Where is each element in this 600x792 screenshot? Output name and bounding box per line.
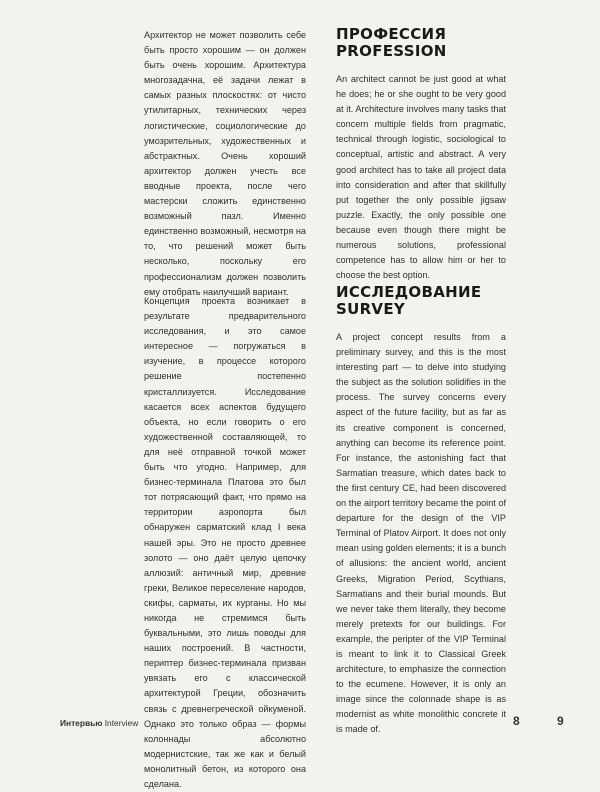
profession-text-en: An architect cannot be just good at what he does; he or she ought to be very good at it. Architecture involves many tasks that concern multiple fields from pragmatic, technical through logistic, sociological to conceptual, artistic and abstract. A very good architect has to take all project data into consideration and after that skillfully put together the only possible jigsaw puzzle. Exactly, the only possible one because even though there might be numerous solutions, professional competence has to allow him or her to choose the best option. — [336, 74, 506, 281]
profession-heading-en: PROFESSION — [336, 41, 447, 60]
profession-text-ru: Архитектор не может позволить себе быть просто хорошим — он должен быть очень хорошим. Архитектура многозадачна, её задачи лежат в самых разных плоскостях: от чисто утилитарных, технических через логистические, социологические до умозрительных, художественных и абстрактных. Очень хороший архитектор должен учесть все вводные проекта, после чего мастерски сложить единственно возможный пазл. Именно единственно возможный, несмотря на то, что решений может быть несколько, поскольку его профессионализм должен позволить ему отобрать наилучший вариант. — [144, 30, 306, 297]
profession-heading — [336, 26, 526, 59]
running-footer — [60, 718, 138, 728]
page-number-left: 8 — [513, 714, 520, 728]
page-number-right: 9 — [557, 714, 564, 728]
survey-text-ru: Концепция проекта возникает в результате предварительного исследования, и это самое интересное — погружаться в изучение, в процессе которого решение постепенно кристаллизуется. Исследование касается всех аспектов будущего объекта, но если говорить о его художественной составляющей, то для неё отправной точкой может быть что угодно. Например, для бизнес-терминала Платова это был тот потрясающий факт, что прямо на территории аэропорта был обнаружен сарматский клад I века нашей эры. Это не просто древнее золото — оно даёт целую цепочку аллюзий: античный мир, древние греки, Великое переселение народов, скифы, сарматы, их курганы. Но мы никогда не стремимся быть буквальными, это лишь поводы для наших построений. В частности, периптер бизнес-терминала призван увязать его с классической архитектурой Греции, обозначить связь с древнегреческой ойкуменой. Однако это только образ — формы колоннады абсолютно модернистские, так же как и белый монолитный бетон, из которого она сделана. — [144, 296, 306, 789]
survey-heading-ru: ИССЛЕДОВАНИЕ — [336, 283, 482, 301]
survey-heading — [336, 284, 526, 317]
survey-text-en: A project concept results from a preliminary survey, and this is the most interesting part — to delve into studying the subject as the solution solidifies in the process. The survey concerns every aspect of the future facility, but as far as its creative component is concerned, anything can become its reference point. For instance, the astonishing fact that Sarmatian treasure, which dates back to the first century CE, had been discovered on the airport territory became the point of departure for the design of the VIP Terminal of Platov Airport. It does not only mean using golden elements; it is a bunch of allusions: the ancient world, ancient Greeks, Migration Period, Scythians, Sarmatians and their burial mounds. But we never take them literally, they become merely pretexts for our buildings. For example, the peripter of the VIP Terminal is meant to link it to Classical Greek architecture, to emphasize the connection to the ecumene. However, it is only an image since the colonnade shape is as modernist as white monolithic concrete it is made of. — [336, 332, 506, 735]
footer-section-en: Interview — [104, 718, 139, 728]
profession-heading-ru: ПРОФЕССИЯ — [336, 25, 447, 43]
survey-heading-en: SURVEY — [336, 299, 406, 318]
footer-section-ru: Интервью — [60, 718, 103, 728]
